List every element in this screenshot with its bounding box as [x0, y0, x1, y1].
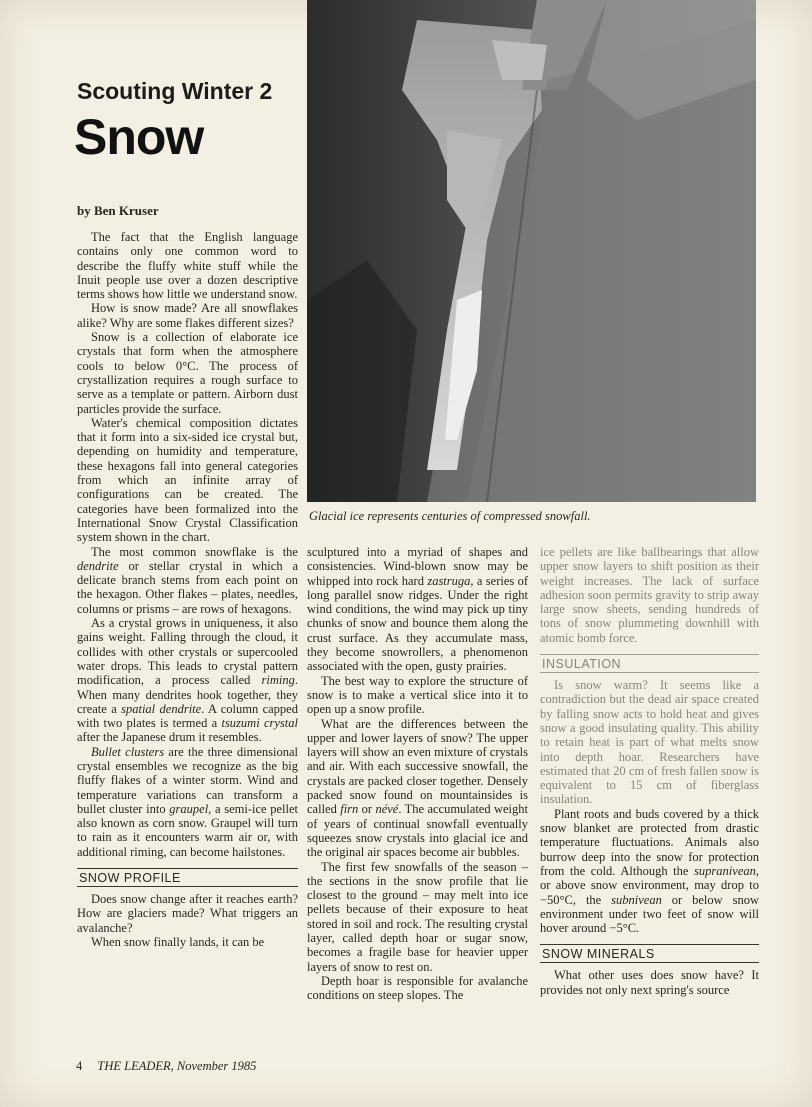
paragraph: Bullet clusters are the three dimensional crystal ensembles we recognize as the big fluffy flakes of a winter storm. Wind and temperature variations can transform a bullet cluster into graupel, a semi-ice pellet also known as corn snow. Graupel will turn to rain as it encounters warm air or, with additional riming, can become hailstones.: [77, 744, 298, 859]
term-dendrite: dendrite: [77, 558, 119, 573]
term-bullet-clusters: Bullet clusters: [91, 744, 165, 759]
paragraph: sculptured into a myriad of shapes and consistencies. Wind-blown snow may be whipped into rock hard zastruga, a series of long parallel snow ridges. Under the right wind conditions, the wind may pick up tiny chunks of snow and bounce them along the crust surface. As they accumulate mass, they become snowrollers, a phenomenon associated with the open, gusty prairies.: [307, 545, 529, 674]
term-spatial-dendrite: spatial dendrite: [121, 701, 202, 716]
paragraph: The best way to explore the structure of snow is to make a vertical slice into it to open up a snow profile.: [307, 673, 528, 717]
term-graupel: graupel,: [169, 801, 212, 816]
term-subnivean: subnivean: [611, 892, 662, 907]
article-column-1: [77, 230, 298, 949]
issue-date: November 1985: [176, 1059, 257, 1073]
paragraph: What other uses does snow have? It provides not only next spring's source: [540, 968, 759, 997]
term-supranivean: supranivean,: [694, 863, 759, 878]
paragraph: Depth hoar is responsible for avalanche conditions on steep slopes. The: [307, 973, 528, 1003]
paragraph: Plant roots and buds covered by a thick snow blanket are protected from drastic temperature fluctuations. Animals also burrow deep into the snow for protection from the cold. Although the supranivean, or above snow environment, may drop to −50°C, the subnivean or below snow environment under two feet of snow will hover around −5°C.: [540, 806, 759, 936]
term-tsuzumi-crystal: tsuzumi crystal: [221, 716, 298, 731]
section-heading-snow-profile: SNOW PROFILE: [77, 868, 298, 887]
paragraph: ice pellets are like ballbearings that allow upper snow layers to shift position as their weight increases. The lack of surface adhesion soon permits gravity to strip away large snow sheets, sending hundreds of tons of snow plummeting downhill with atomic bomb force.: [540, 545, 759, 645]
article-column-2: [307, 545, 528, 1003]
paragraph: Water's chemical composition dictates that it form into a six-sided ice crystal but, depending on humidity and temperature, these hexagons fall into general categories from which an infinite array of configurations can be created. The categories have been formalized into the International Snow Crystal Classification system shown in the chart.: [77, 415, 298, 545]
paragraph: How is snow made? Are all snowflakes alike? Why are some flakes different sizes?: [77, 301, 298, 330]
paragraph: As a crystal grows in uniqueness, it also gains weight. Falling through the cloud, it collides with other crystals or supercooled water drops. This leads to crystal pattern modification, a process called riming. When many dendrites hook together, they create a spatial dendrite. A column capped with two plates is termed a tsuzumi crystal after the Japanese drum it resembles.: [77, 616, 298, 745]
term-riming: riming: [261, 673, 295, 688]
paragraph: Snow is a collection of elaborate ice crystals that form when the atmosphere cools to below 0°C. The process of crystallization requires a rough surface to serve as a template or pattern. Airborn dust particles provide the surface.: [77, 330, 298, 416]
photo-caption: Glacial ice represents centuries of compressed snowfall.: [309, 509, 591, 523]
publication-name: THE LEADER,: [97, 1059, 174, 1073]
byline: by Ben Kruser: [77, 203, 159, 218]
paragraph: Does snow change after it reaches earth? How are glaciers made? What triggers an avalanche?: [77, 892, 298, 935]
term-neve: névé: [375, 802, 399, 817]
term-firn: firn: [340, 802, 359, 817]
paragraph: The first few snowfalls of the season – the sections in the snow profile that lie closest to the ground – may melt into ice pellets because of their exposure to heat stored in soil and rock. The resulting crystal layer, called depth hoar or sugar snow, becomes a fragile base for heavier upper layers of snow to rest on.: [307, 859, 528, 974]
paragraph: The most common snowflake is the dendrite or stellar crystal in which a delicate branch stems from each point on the hexagon. Other flakes – plates, needles, columns or prisms – are rows of hexagons.: [77, 544, 298, 616]
paragraph: The fact that the English language contains only one common word to describe the fluffy white stuff while the Inuit people use over a dozen descriptive terms shows how little we understand snow.: [77, 230, 298, 302]
paragraph: Is snow warm? It seems like a contradiction but the dead air space created by falling snow acts to hold heat and gives snow a good insulating quality. This ability to retain heat is part of what melts snow into depth hoar. Researchers have estimated that 20 cm of fresh fallen snow is equivalent to 15 cm of fiberglass insulation.: [540, 678, 759, 807]
article-column-3: [540, 545, 759, 997]
section-heading-snow-minerals: SNOW MINERALS: [540, 944, 759, 963]
page-footer: [76, 1059, 256, 1074]
page-number: 4: [76, 1059, 83, 1073]
term-zastruga: zastruga,: [427, 573, 474, 588]
paragraph: What are the differences between the upper and lower layers of snow? The upper layers will show an even mixture of crystals and air. With each successive snowfall, the crystals are packed closer together. Densely packed snow found on mountainsides is called firn or névé. The accumulated weight of years of continual snowfall eventually squeezes snow crystals into glacial ice and the original air spaces become air bubbles.: [307, 716, 528, 860]
series-kicker: Scouting Winter 2: [77, 78, 273, 104]
glacial-ice-photo: [307, 0, 756, 502]
paragraph: When snow finally lands, it can be: [91, 934, 265, 949]
section-heading-insulation: INSULATION: [540, 654, 759, 673]
article-title: Snow: [74, 109, 204, 165]
